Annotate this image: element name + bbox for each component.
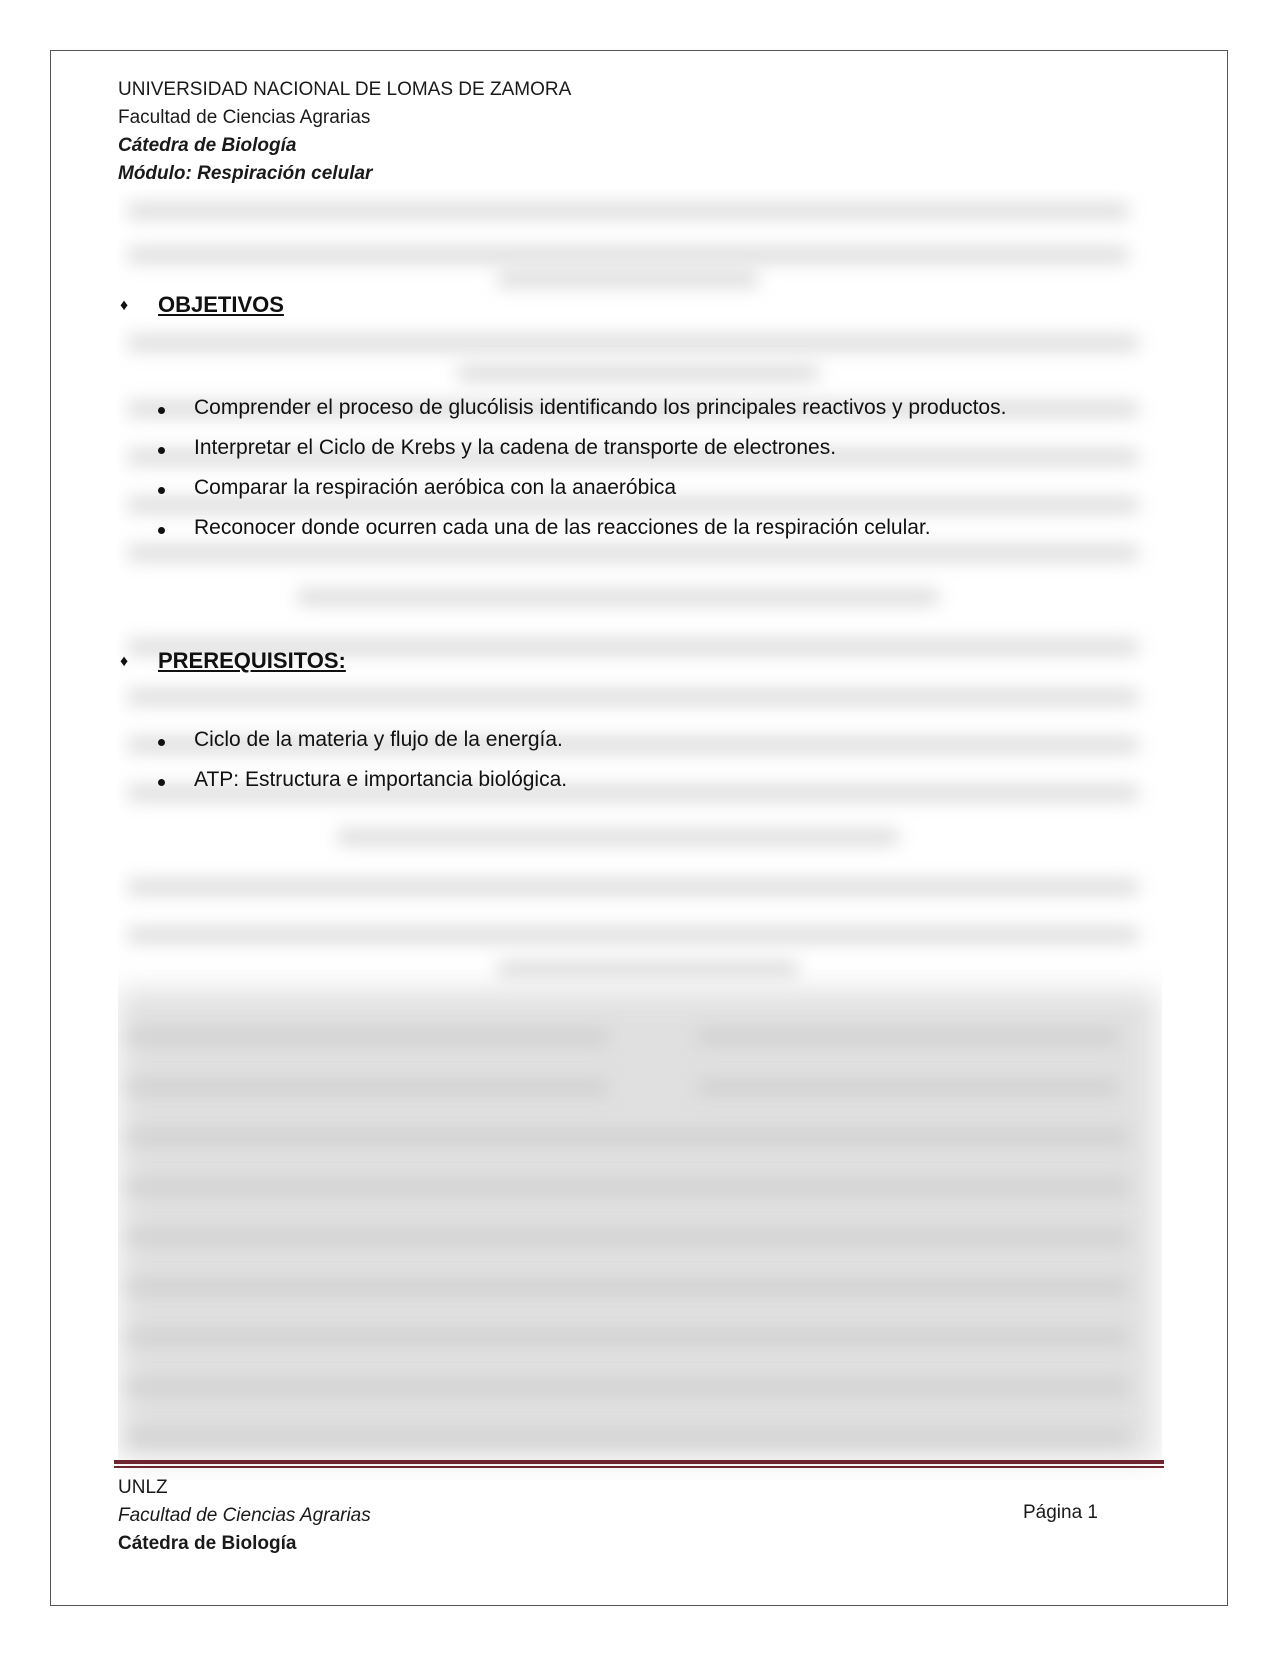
page-number: Página 1 <box>1022 1502 1098 1523</box>
footer-faculty: Facultad de Ciencias Agrarias <box>118 1505 371 1526</box>
footer-divider <box>114 1460 1164 1470</box>
diamond-bullet-icon: ♦ <box>120 297 129 314</box>
list-item: Interpretar el Ciclo de Krebs y la cadena de transporte de electrones. <box>156 436 1006 460</box>
list-item: Reconocer donde ocurren cada una de las reacciones de la respiración celular. <box>156 516 1006 540</box>
list-item: ATP: Estructura e importancia biológica. <box>156 768 567 792</box>
bullet-dot-icon <box>158 739 165 746</box>
bullet-dot-icon <box>158 527 165 534</box>
prerequisites-list <box>156 728 567 792</box>
list-item: Comparar la respiración aeróbica con la anaeróbica <box>156 476 1006 500</box>
section-objectives-title: ♦ OBJETIVOS <box>120 292 284 317</box>
chair-name: Cátedra de Biología <box>118 135 297 156</box>
bullet-dot-icon <box>158 487 165 494</box>
objectives-list <box>156 396 1006 540</box>
footer-org: UNLZ <box>118 1477 168 1498</box>
document-header <box>118 76 571 188</box>
module-title: Módulo: Respiración celular <box>118 163 373 184</box>
list-item: Ciclo de la materia y flujo de la energía. <box>156 728 567 752</box>
bullet-dot-icon <box>158 779 165 786</box>
blurred-background-content <box>118 190 1162 1480</box>
diamond-bullet-icon: ♦ <box>120 653 129 670</box>
document-footer <box>118 1474 371 1558</box>
list-item: Comprender el proceso de glucólisis identificando los principales reactivos y productos. <box>156 396 1006 420</box>
bullet-dot-icon <box>158 447 165 454</box>
university-name: UNIVERSIDAD NACIONAL DE LOMAS DE ZAMORA <box>118 79 572 100</box>
bullet-dot-icon <box>158 407 165 414</box>
footer-chair: Cátedra de Biología <box>118 1533 297 1554</box>
section-prerequisites-title: ♦ PREREQUISITOS: <box>120 648 346 673</box>
faculty-name: Facultad de Ciencias Agrarias <box>118 107 371 128</box>
